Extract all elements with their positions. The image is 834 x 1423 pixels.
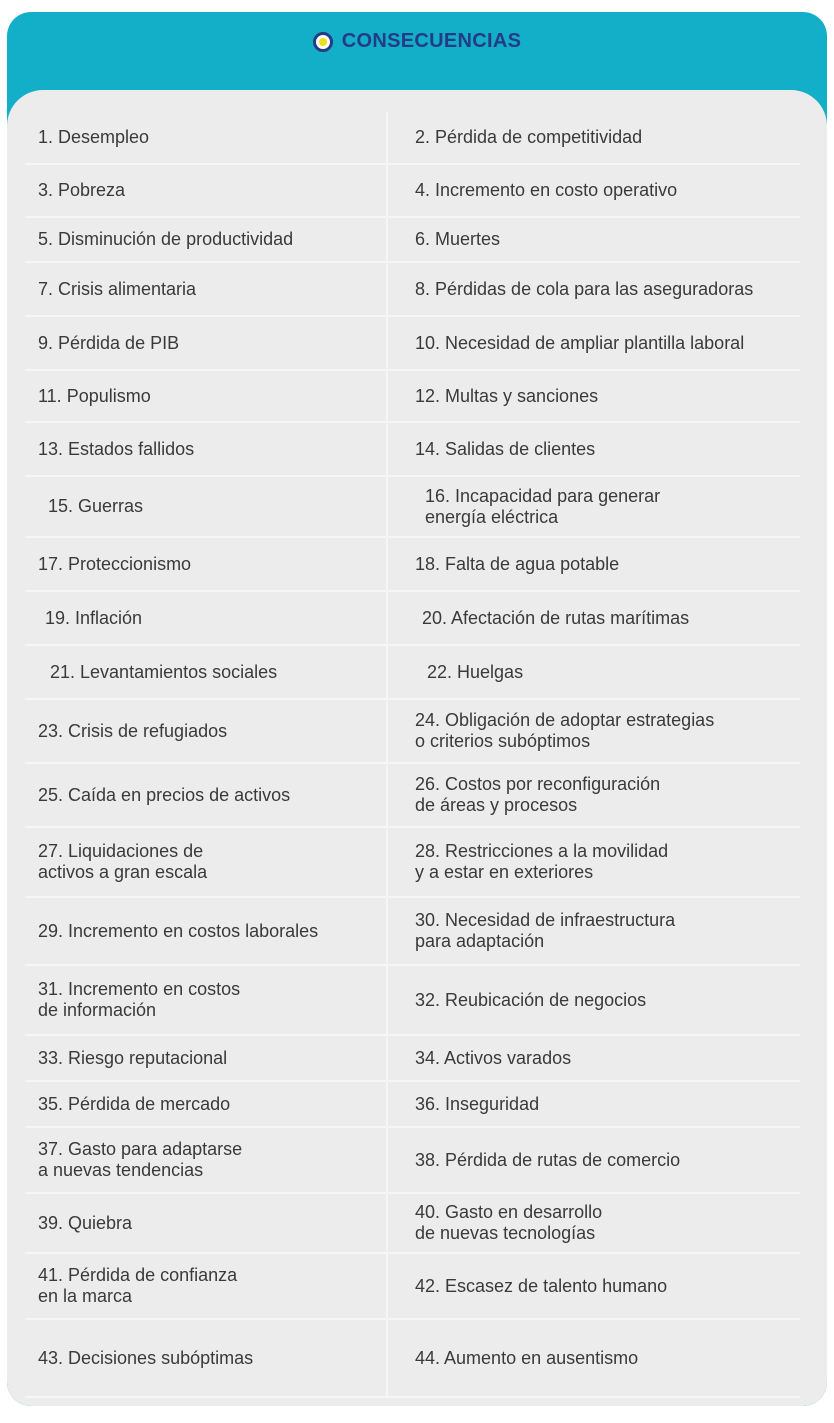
consequence-item	[25, 477, 388, 536]
consequence-item	[25, 764, 388, 826]
consequence-item	[388, 1082, 800, 1126]
consequence-label: 27. Liquidaciones de activos a gran escala	[38, 841, 208, 882]
table-row	[25, 112, 800, 165]
consequence-label: 11. Populismo	[38, 385, 151, 406]
table-row	[25, 1082, 800, 1128]
consequence-item	[388, 898, 800, 964]
consequence-item	[388, 263, 800, 315]
consequence-label: 9. Pérdida de PIB	[38, 332, 180, 353]
table-row	[25, 1254, 800, 1320]
consequence-label: 14. Salidas de clientes	[415, 438, 596, 459]
content-panel	[7, 90, 827, 1406]
consequence-label: 28. Restricciones a la movilidad y a estar en exteriores	[415, 841, 669, 882]
consequence-label: 30. Necesidad de infraestructura para adaptación	[415, 910, 676, 951]
consequence-item	[25, 218, 388, 261]
consequence-item	[25, 165, 388, 216]
consequence-label: 33. Riesgo reputacional	[38, 1047, 228, 1068]
consequence-item	[388, 112, 800, 163]
consequences-card	[7, 12, 827, 1406]
consequence-item	[388, 828, 800, 896]
consequence-item	[388, 700, 800, 762]
consequence-item	[25, 1128, 388, 1192]
target-circle-icon	[313, 32, 333, 52]
consequence-label: 4. Incremento en costo operativo	[415, 180, 678, 200]
consequence-label: 34. Activos varados	[415, 1047, 572, 1068]
consequence-label: 25. Caída en precios de activos	[38, 784, 291, 805]
consequence-label: 24. Obligación de adoptar estrategias o criterios subóptimos	[415, 710, 715, 751]
consequence-item	[388, 592, 800, 644]
consequence-label: 26. Costos por reconfiguración de áreas y procesos	[415, 774, 661, 815]
consequence-label: 29. Incremento en costos laborales	[38, 920, 319, 941]
consequence-label: 20. Afectación de rutas marítimas	[422, 607, 690, 628]
consequence-item	[388, 1254, 800, 1318]
consequence-label: 44. Aumento en ausentismo	[415, 1347, 639, 1368]
table-row	[25, 898, 800, 966]
consequence-label: 41. Pérdida de confianza en la marca	[38, 1265, 238, 1306]
card-header	[7, 12, 827, 98]
consequence-label: 32. Reubicación de negocios	[415, 989, 647, 1010]
consequence-item	[25, 592, 388, 644]
table-row	[25, 1128, 800, 1194]
consequence-item	[388, 1128, 800, 1192]
consequence-label: 13. Estados fallidos	[38, 438, 195, 459]
consequence-label: 10. Necesidad de ampliar plantilla laboral	[415, 332, 745, 353]
consequence-label: 12. Multas y sanciones	[415, 385, 599, 406]
consequence-item	[388, 966, 800, 1034]
table-row	[25, 828, 800, 898]
consequence-label: 43. Decisiones subóptimas	[38, 1347, 254, 1368]
consequence-label: 2. Pérdida de competitividad	[415, 127, 643, 147]
consequence-item	[388, 165, 800, 216]
table-row	[25, 218, 800, 263]
consequence-label: 17. Proteccionismo	[38, 553, 192, 574]
consequence-label: 39. Quiebra	[38, 1212, 133, 1233]
consequence-label: 1. Desempleo	[38, 127, 150, 147]
header-title-group	[313, 30, 521, 53]
consequence-item	[25, 423, 388, 475]
consequence-item	[25, 112, 388, 163]
consequence-table	[25, 112, 800, 1398]
consequence-label: 15. Guerras	[48, 496, 144, 516]
consequence-item	[388, 1036, 800, 1080]
consequence-item	[388, 371, 800, 421]
consequence-item	[388, 646, 800, 698]
table-row	[25, 1194, 800, 1254]
consequence-label: 19. Inflación	[45, 607, 143, 628]
consequence-item	[25, 1194, 388, 1252]
consequence-label: 36. Inseguridad	[415, 1093, 540, 1114]
consequence-item	[25, 828, 388, 896]
consequence-item	[388, 1320, 800, 1396]
consequence-label: 6. Muertes	[415, 229, 501, 249]
table-row	[25, 371, 800, 423]
consequence-label: 3. Pobreza	[38, 180, 126, 200]
table-row	[25, 700, 800, 764]
consequence-label: 16. Incapacidad para generar energía eléctrica	[425, 485, 661, 527]
consequence-item	[388, 477, 800, 536]
table-row	[25, 764, 800, 828]
consequence-item	[25, 538, 388, 590]
consequence-item	[25, 317, 388, 369]
consequence-item	[25, 898, 388, 964]
consequence-label: 38. Pérdida de rutas de comercio	[415, 1149, 681, 1170]
table-row	[25, 317, 800, 371]
table-row	[25, 165, 800, 218]
consequence-label: 42. Escasez de talento humano	[415, 1275, 668, 1296]
consequence-item	[388, 218, 800, 261]
consequence-label: 23. Crisis de refugiados	[38, 720, 228, 741]
page-title: CONSECUENCIAS	[341, 30, 522, 52]
consequence-label: 31. Incremento en costos de información	[38, 979, 241, 1020]
table-row	[25, 477, 800, 538]
consequence-item	[25, 700, 388, 762]
consequence-item	[25, 263, 388, 315]
consequence-item	[25, 1036, 388, 1080]
consequence-label: 40. Gasto en desarrollo de nuevas tecnologías	[415, 1202, 603, 1243]
consequence-item	[25, 371, 388, 421]
table-row	[25, 966, 800, 1036]
consequence-label: 21. Levantamientos sociales	[50, 661, 278, 682]
consequence-item	[388, 764, 800, 826]
consequence-label: 7. Crisis alimentaria	[38, 278, 197, 299]
consequence-item	[25, 646, 388, 698]
table-row	[25, 263, 800, 317]
table-row	[25, 592, 800, 646]
table-row	[25, 1036, 800, 1082]
consequence-item	[388, 1194, 800, 1252]
table-row	[25, 538, 800, 592]
consequence-item	[388, 423, 800, 475]
table-row	[25, 646, 800, 700]
consequence-item	[25, 1320, 388, 1396]
consequence-label: 5. Disminución de productividad	[38, 229, 294, 249]
table-row	[25, 423, 800, 477]
consequence-label: 8. Pérdidas de cola para las aseguradoras	[415, 278, 754, 299]
consequence-label: 35. Pérdida de mercado	[38, 1093, 231, 1114]
consequence-item	[25, 1082, 388, 1126]
consequence-label: 37. Gasto para adaptarse a nuevas tendencias	[38, 1139, 243, 1180]
table-row	[25, 1320, 800, 1398]
consequence-label: 18. Falta de agua potable	[415, 553, 620, 574]
consequence-item	[25, 1254, 388, 1318]
consequence-item	[25, 966, 388, 1034]
consequence-item	[388, 317, 800, 369]
consequence-item	[388, 538, 800, 590]
consequence-label: 22. Huelgas	[427, 661, 524, 682]
